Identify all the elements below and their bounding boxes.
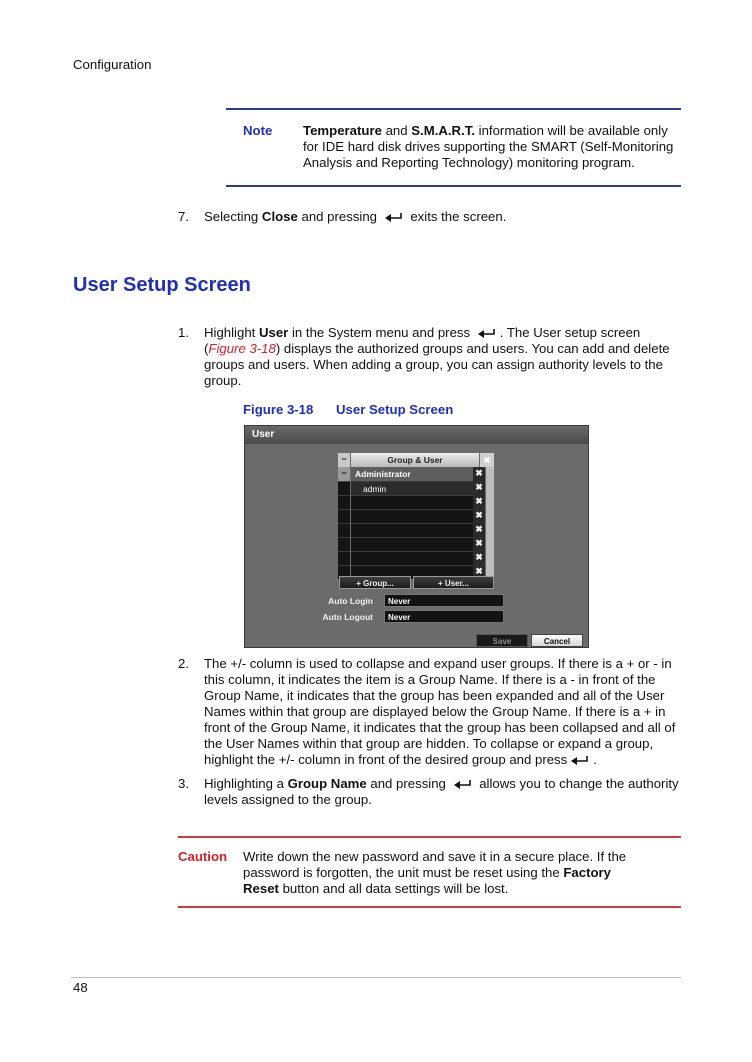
screen-body [245, 444, 588, 648]
step-7-text [204, 209, 684, 225]
step-text-part: in the System menu and press [288, 325, 474, 340]
empty-cell [351, 509, 473, 523]
enter-key-icon [384, 212, 404, 223]
empty-cell [338, 509, 350, 523]
step-1-number: 1. [178, 325, 189, 340]
step-text-part: The +/- column is used to collapse and expand user groups. If there is a + or - in this column, it indicates the item is a Group Name. If there is a - in front of the Group Name, it indicates that the group has been expanded and all of the User Names within that group are displayed below the Group Name. If there is a + in front of the Group Name, it indicates that the group has been collapsed and all of the User Names within that group are hidden. To collapse or expand a group, highlight the +/- column in front of the desired group and press [204, 656, 676, 767]
note-top-rule [226, 108, 681, 110]
empty-cell [338, 495, 350, 509]
scrollbar-track[interactable] [486, 467, 494, 481]
scrollbar-track[interactable] [486, 551, 494, 565]
screen-title: User [245, 426, 588, 444]
caution-text [243, 849, 638, 897]
enter-key-icon [453, 779, 473, 790]
delete-icon[interactable]: ✖ [473, 565, 485, 579]
note-text-part: and [381, 123, 412, 138]
auto-login-label: Auto Login [328, 596, 373, 606]
scrollbar-track[interactable] [486, 495, 494, 509]
figure-number: Figure 3-18 [243, 402, 314, 417]
step-text-part: Highlighting a [204, 776, 288, 791]
add-user-button[interactable]: + User... [413, 576, 494, 589]
page-number: 48 [73, 980, 88, 995]
auto-logout-label: Auto Logout [322, 612, 373, 622]
note-label: Note [243, 123, 273, 138]
step-text-part: exits the screen. [406, 209, 507, 224]
empty-pm-cell [338, 481, 350, 495]
caution-label: Caution [178, 849, 228, 864]
empty-cell [338, 551, 350, 565]
caution-text-part: Write down the new password and save it in a secure place. If the password is forgotten, the unit must be reset using the [243, 849, 627, 880]
table-header: Group & User [351, 453, 479, 467]
table-row [338, 523, 494, 537]
step-2-text [204, 656, 684, 768]
auto-login-dropdown[interactable]: Never [384, 594, 504, 607]
table-header-row [338, 453, 494, 467]
table-row [338, 509, 494, 523]
scrollbar-track[interactable] [486, 523, 494, 537]
step-text-part: Highlight [204, 325, 259, 340]
delete-icon[interactable]: ✖ [473, 481, 485, 495]
delete-icon[interactable]: ✖ [473, 523, 485, 537]
empty-cell [351, 523, 473, 537]
empty-cell [338, 537, 350, 551]
step-2-number: 2. [178, 656, 189, 671]
user-bold: User [258, 325, 289, 340]
enter-key-icon [477, 328, 497, 339]
auto-logout-dropdown[interactable]: Never [384, 610, 504, 623]
user-name-admin[interactable]: admin [351, 481, 473, 495]
scrollbar-track[interactable] [486, 509, 494, 523]
empty-cell [351, 537, 473, 551]
factory-reset-bold: Factory Reset [243, 865, 611, 896]
step-text-part: . The User setup screen ( [204, 325, 641, 356]
step-text-part: and pressing [297, 209, 381, 224]
figure-caption: User Setup Screen [336, 402, 454, 417]
note-bold-temperature: Temperature [303, 123, 382, 138]
save-button[interactable]: Save [476, 634, 528, 647]
table-row [338, 537, 494, 551]
enter-key-icon [570, 755, 590, 766]
footer-rule [71, 977, 681, 978]
caution-text-part: button and all data settings will be lost. [278, 881, 509, 896]
caution-top-rule [178, 836, 681, 838]
note-text-part: information will be available only for IDE hard disk drives supporting the SMART (Self-Monitoring Analysis and Reporting Technology) monitoring program. [303, 123, 674, 170]
delete-icon[interactable]: ✖ [473, 509, 485, 523]
step-text-part: allows you to change the authority levels assigned to the group. [204, 776, 679, 807]
scrollbar-track[interactable] [486, 537, 494, 551]
note-bottom-rule [226, 185, 681, 187]
scrollbar-track[interactable] [486, 481, 494, 495]
note-bold-smart: S.M.A.R.T. [411, 123, 475, 138]
section-heading: User Setup Screen [73, 274, 251, 296]
step-1-text [204, 325, 682, 389]
group-name-bold: Group Name [287, 776, 367, 791]
running-header: Configuration [73, 57, 152, 72]
table-row [338, 495, 494, 509]
delete-icon[interactable]: ✖ [473, 551, 485, 565]
empty-cell [338, 523, 350, 537]
note-text [303, 123, 678, 171]
step-text-part: ) displays the authorized groups and users. You can add and delete groups and users. When adding a group, you can assign authority levels to the group. [204, 341, 670, 388]
caution-bottom-rule [178, 906, 681, 908]
collapse-group-button[interactable]: − [338, 467, 350, 481]
step-3-text [204, 776, 682, 808]
add-group-button[interactable]: + Group... [339, 576, 411, 589]
delete-icon[interactable]: ✖ [473, 537, 485, 551]
cancel-button[interactable]: Cancel [531, 634, 583, 647]
step-3-number: 3. [178, 776, 189, 791]
empty-cell [351, 495, 473, 509]
collapse-all-button[interactable]: − [338, 453, 350, 467]
delete-all-icon[interactable]: ✖ [480, 453, 494, 467]
close-bold: Close [261, 209, 298, 224]
user-setup-screenshot [244, 425, 589, 648]
table-row [338, 481, 494, 495]
delete-icon[interactable]: ✖ [473, 467, 485, 481]
step-text-part: and pressing [366, 776, 450, 791]
table-row [338, 467, 494, 481]
empty-cell [351, 551, 473, 565]
table-row [338, 551, 494, 565]
delete-icon[interactable]: ✖ [473, 495, 485, 509]
step-7-number: 7. [178, 209, 189, 224]
figure-link[interactable]: Figure 3-18 [208, 341, 276, 356]
group-name-administrator[interactable]: Administrator [351, 467, 473, 481]
step-text-part: . [593, 752, 597, 767]
step-text-part: Selecting [204, 209, 262, 224]
